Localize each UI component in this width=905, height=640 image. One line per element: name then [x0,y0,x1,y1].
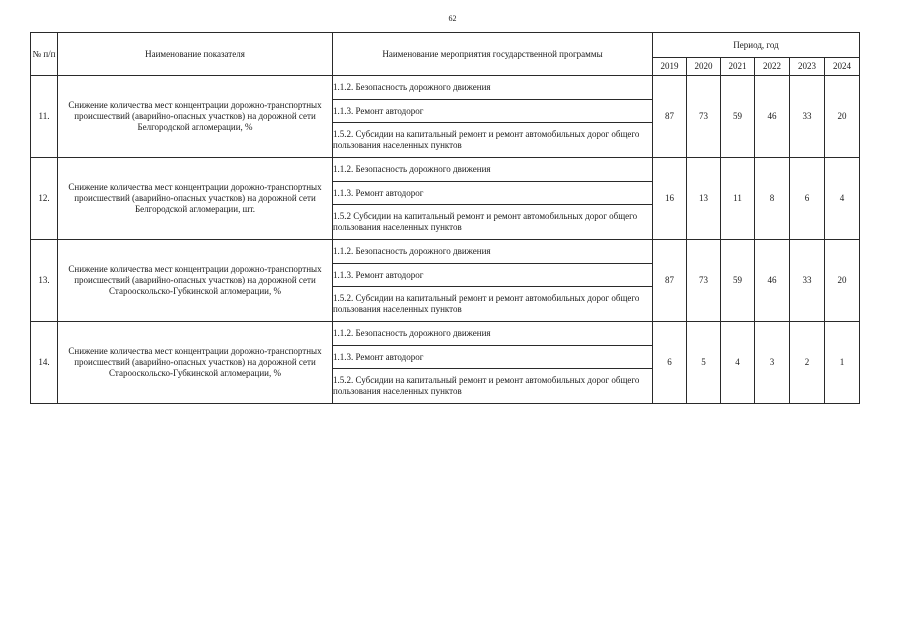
row-number: 14. [31,322,58,404]
value-cell: 4 [825,158,860,240]
value-cell: 33 [790,76,825,158]
measure-item: 1.5.2. Субсидии на капитальный ремонт и ремонт автомобильных дорог общего пользования населенных пунктов [333,369,653,404]
value-cell: 2 [790,322,825,404]
table-row [31,158,860,182]
table-row [31,240,860,264]
value-cell: 5 [687,322,721,404]
value-cell: 33 [790,240,825,322]
value-cell: 59 [721,76,755,158]
value-cell: 46 [755,76,790,158]
measure-item: 1.1.2. Безопасность дорожного движения [333,158,653,182]
value-cell: 6 [790,158,825,240]
header-year: 2020 [687,58,721,76]
value-cell: 59 [721,240,755,322]
measure-item: 1.1.3. Ремонт автодорог [333,346,653,369]
measure-item: 1.5.2. Субсидии на капитальный ремонт и ремонт автомобильных дорог общего пользования населенных пунктов [333,123,653,158]
value-cell: 3 [755,322,790,404]
header-year: 2021 [721,58,755,76]
indicators-table [30,32,860,404]
measure-item: 1.1.3. Ремонт автодорог [333,182,653,205]
value-cell: 1 [825,322,860,404]
table-row [31,322,860,346]
value-cell: 16 [653,158,687,240]
header-year: 2019 [653,58,687,76]
page-number: 62 [448,14,457,23]
indicator-name: Снижение количества мест концентрации дорожно-транспортных происшествий (аварийно-опасных участков) на дорожной сети Старооскольско-Губкинской агломерации, % [58,240,333,322]
indicator-name: Снижение количества мест концентрации дорожно-транспортных происшествий (аварийно-опасных участков) на дорожной сети Старооскольско-Губкинской агломерации, % [58,322,333,404]
indicator-name: Снижение количества мест концентрации дорожно-транспортных происшествий (аварийно-опасных участков) на дорожной сети Белгородской агломерации, шт. [58,158,333,240]
value-cell: 13 [687,158,721,240]
measure-item: 1.5.2 Субсидии на капитальный ремонт и ремонт автомобильных дорог общего пользования населенных пунктов [333,205,653,240]
measure-item: 1.5.2. Субсидии на капитальный ремонт и ремонт автомобильных дорог общего пользования населенных пунктов [333,287,653,322]
value-cell: 4 [721,322,755,404]
measure-item: 1.1.3. Ремонт автодорог [333,100,653,123]
measure-item: 1.1.3. Ремонт автодорог [333,264,653,287]
measure-item: 1.1.2. Безопасность дорожного движения [333,240,653,264]
value-cell: 6 [653,322,687,404]
header-year: 2024 [825,58,860,76]
value-cell: 87 [653,240,687,322]
value-cell: 11 [721,158,755,240]
header-year: 2022 [755,58,790,76]
measure-item: 1.1.2. Безопасность дорожного движения [333,322,653,346]
row-number: 12. [31,158,58,240]
value-cell: 20 [825,240,860,322]
header-period: Период, год [653,33,860,58]
header-num: № п/п [31,33,58,76]
header-indicator: Наименование показателя [58,33,333,76]
header-measure: Наименование мероприятия государственной программы [333,33,653,76]
value-cell: 20 [825,76,860,158]
value-cell: 46 [755,240,790,322]
value-cell: 87 [653,76,687,158]
value-cell: 73 [687,240,721,322]
header-year: 2023 [790,58,825,76]
indicator-name: Снижение количества мест концентрации дорожно-транспортных происшествий (аварийно-опасных участков) на дорожной сети Белгородской агломерации, % [58,76,333,158]
value-cell: 8 [755,158,790,240]
value-cell: 73 [687,76,721,158]
row-number: 13. [31,240,58,322]
measure-item: 1.1.2. Безопасность дорожного движения [333,76,653,100]
row-number: 11. [31,76,58,158]
table-row [31,76,860,100]
